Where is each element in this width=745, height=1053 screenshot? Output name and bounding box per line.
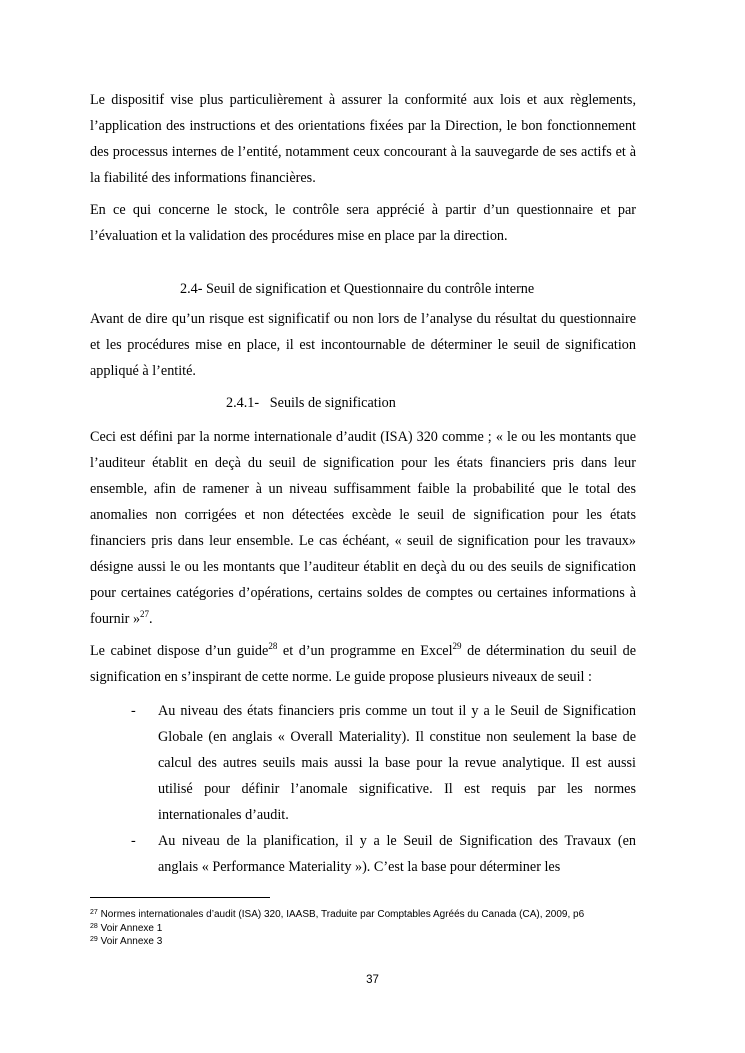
paragraph-significance-intro: Avant de dire qu’un risque est significatif ou non lors de l’analyse du résultat du questionnaire et les procédures mise en place, il est incontournable de déterminer le seuil de signification appliqué à l’entité.: [90, 311, 636, 379]
footnote-number: 27: [90, 909, 98, 916]
paragraph-stock-control: En ce qui concerne le stock, le contrôle sera apprécié à partir d’un questionnaire et par l’évaluation et la validation des procédures mise en place par la direction.: [90, 202, 636, 244]
list-item-overall-materiality: [90, 698, 636, 828]
threshold-levels-list: [90, 698, 636, 880]
heading-number: 2.4.1-: [226, 395, 260, 411]
footnote-ref-28[interactable]: 28: [268, 641, 278, 651]
list-item-text: Au niveau des états financiers pris comme un tout il y a le Seuil de Signification Globale (en anglais « Overall Materiality). Il constitue non seulement la base de calcul des autres seuils mais aussi la base pour la revue analytique. Il est aussi utilisé pour définir l’anomale significative. Il est requis par les normes internationales d’audit.: [158, 703, 636, 823]
list-item-text: Au niveau de la planification, il y a le Seuil de Signification des Travaux (en anglais « Performance Materiality »). C’est la base pour déterminer les: [158, 833, 636, 875]
footnote-separator: [90, 897, 270, 898]
footnote-number: 29: [90, 936, 98, 943]
guide-text-a: Le cabinet dispose d’un guide: [90, 643, 269, 659]
isa-definition-end: .: [149, 611, 153, 627]
footnote-number: 28: [90, 922, 98, 930]
footnote-ref-29[interactable]: 29: [452, 641, 462, 651]
paragraph-cabinet-guide: [90, 638, 636, 690]
heading-title: Seuils de signification: [269, 395, 396, 411]
footnotes-section: [90, 897, 650, 949]
guide-text-c: de détermination du seuil de signification en s’inspirant de cette norme. Le guide propose plusieurs niveaux de seuil :: [90, 643, 636, 685]
list-item-performance-materiality: [90, 828, 636, 880]
footnote-text: Voir Annexe 1: [97, 922, 163, 934]
guide-text-b: et d’un programme en Excel: [277, 643, 453, 659]
footnote-27: [90, 908, 650, 922]
paragraph-isa-320-definition: [90, 424, 636, 632]
isa-definition-text: Ceci est défini par la norme internationale d’audit (ISA) 320 comme ; « le ou les montants que l’auditeur établit en deçà du seuil de signification pour les états financiers pris dans leur ensemble, afin de ramener à un niveau suffisamment faible la probabilité que le total des anomalies non corrigées et non détectées excède le seuil de signification pour les états financiers pris dans leur ensemble. Le cas échéant, « seuil de signification pour les travaux» désigne aussi le ou les montants que l’auditeur établit en deçà du ou des seuils de signification pour certaines catégories d’opérations, certains soldes de comptes ou certaines informations à fournir »: [90, 429, 636, 627]
section-heading-2-4-1: [226, 393, 396, 413]
page-number: 37: [366, 974, 379, 986]
footnote-text: Voir Annexe 3: [97, 936, 163, 947]
section-heading-2-4: 2.4- Seuil de signification et Questionnaire du contrôle interne: [180, 281, 535, 297]
list-dash: -: [131, 703, 136, 719]
footnote-text: Normes internationales d’audit (ISA) 320, IAASB, Traduite par Comptables Agréés du Canada (CA), 2009, p6: [97, 909, 585, 920]
list-dash: -: [131, 833, 136, 849]
footnote-28: [90, 922, 650, 936]
paragraph-control-objectives: Le dispositif vise plus particulièrement à assurer la conformité aux lois et aux règlements, l’application des instructions et des orientations fixées par la Direction, le bon fonctionnement des processus internes de l’entité, notamment ceux concourant à la sauvegarde de ses actifs et à la fiabilité des informations financières.: [90, 92, 636, 186]
footnote-ref-27[interactable]: 27: [140, 609, 150, 619]
footnote-29: [90, 935, 650, 949]
